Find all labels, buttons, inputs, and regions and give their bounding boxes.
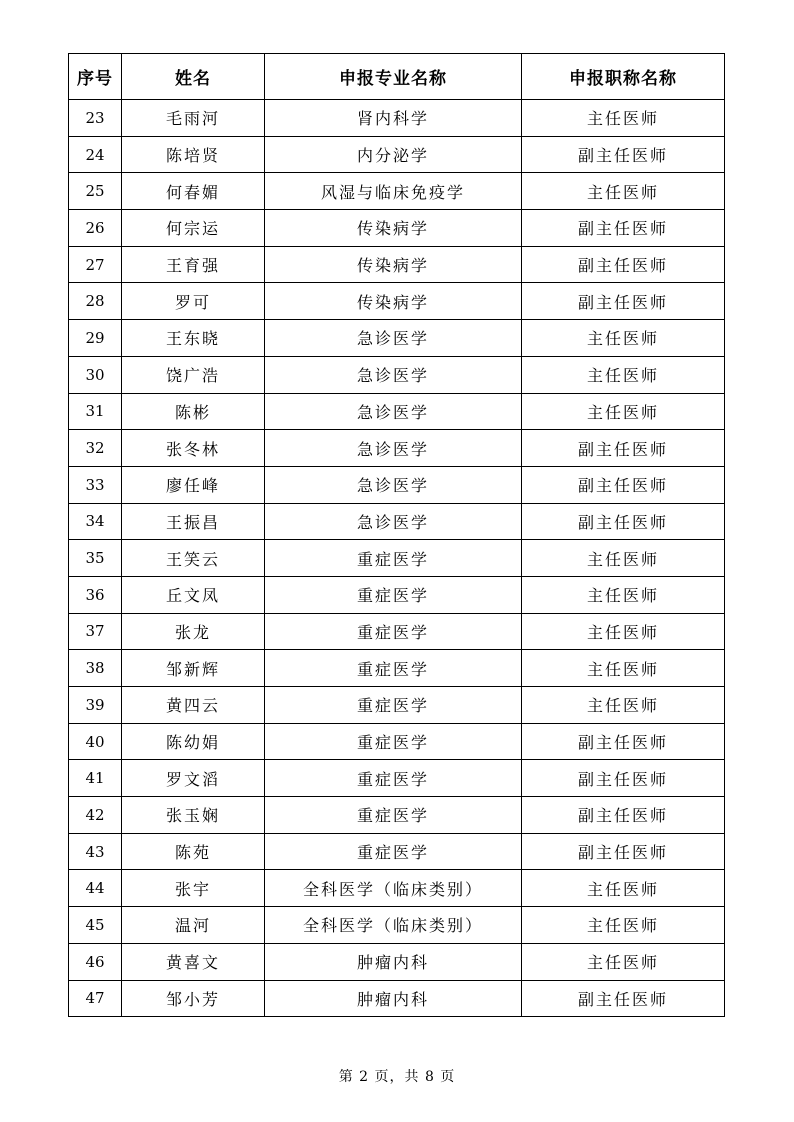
- cell-seq: 26: [69, 210, 122, 247]
- cell-name: 王育强: [122, 246, 265, 283]
- cell-major: 急诊医学: [265, 503, 522, 540]
- cell-title: 副主任医师: [522, 980, 725, 1017]
- cell-name: 邹新辉: [122, 650, 265, 687]
- cell-major: 急诊医学: [265, 356, 522, 393]
- cell-name: 陈苑: [122, 833, 265, 870]
- cell-name: 饶广浩: [122, 356, 265, 393]
- cell-name: 张冬林: [122, 430, 265, 467]
- cell-title: 主任医师: [522, 613, 725, 650]
- cell-name: 张宇: [122, 870, 265, 907]
- header-major: 申报专业名称: [265, 54, 522, 100]
- cell-major: 重症医学: [265, 540, 522, 577]
- table-row: [69, 576, 725, 613]
- table-row: [69, 356, 725, 393]
- cell-seq: 28: [69, 283, 122, 320]
- cell-seq: 41: [69, 760, 122, 797]
- table-row: [69, 173, 725, 210]
- cell-major: 肾内科学: [265, 100, 522, 137]
- cell-major: 重症医学: [265, 760, 522, 797]
- cell-seq: 35: [69, 540, 122, 577]
- cell-major: 急诊医学: [265, 430, 522, 467]
- cell-seq: 38: [69, 650, 122, 687]
- cell-title: 主任医师: [522, 173, 725, 210]
- cell-major: 急诊医学: [265, 320, 522, 357]
- cell-name: 何宗运: [122, 210, 265, 247]
- cell-seq: 24: [69, 136, 122, 173]
- table-row: [69, 797, 725, 834]
- cell-major: 风湿与临床免疫学: [265, 173, 522, 210]
- cell-title: 副主任医师: [522, 136, 725, 173]
- table-row: [69, 907, 725, 944]
- cell-major: 传染病学: [265, 246, 522, 283]
- cell-major: 重症医学: [265, 797, 522, 834]
- table-row: [69, 466, 725, 503]
- cell-major: 重症医学: [265, 723, 522, 760]
- table-row: [69, 430, 725, 467]
- table-row: [69, 723, 725, 760]
- page-footer: 第 2 页，共 8 页: [338, 1069, 456, 1085]
- cell-title: 主任医师: [522, 320, 725, 357]
- cell-major: 重症医学: [265, 833, 522, 870]
- cell-major: 肿瘤内科: [265, 943, 522, 980]
- table-row: [69, 760, 725, 797]
- table-row: [69, 393, 725, 430]
- table-row: [69, 833, 725, 870]
- cell-title: 主任医师: [522, 870, 725, 907]
- cell-title: 主任医师: [522, 907, 725, 944]
- header-seq: 序号: [69, 54, 122, 100]
- cell-title: 副主任医师: [522, 760, 725, 797]
- cell-name: 邹小芳: [122, 980, 265, 1017]
- cell-title: 副主任医师: [522, 283, 725, 320]
- cell-title: 主任医师: [522, 356, 725, 393]
- cell-title: 主任医师: [522, 943, 725, 980]
- cell-major: 肿瘤内科: [265, 980, 522, 1017]
- cell-name: 王东晓: [122, 320, 265, 357]
- cell-name: 王振昌: [122, 503, 265, 540]
- table-row: [69, 283, 725, 320]
- cell-title: 副主任医师: [522, 210, 725, 247]
- cell-name: 黄四云: [122, 687, 265, 724]
- cell-seq: 31: [69, 393, 122, 430]
- cell-seq: 33: [69, 466, 122, 503]
- cell-major: 重症医学: [265, 613, 522, 650]
- cell-seq: 36: [69, 576, 122, 613]
- cell-name: 罗可: [122, 283, 265, 320]
- cell-major: 传染病学: [265, 210, 522, 247]
- table-row: [69, 246, 725, 283]
- cell-major: 重症医学: [265, 650, 522, 687]
- cell-major: 内分泌学: [265, 136, 522, 173]
- cell-major: 全科医学（临床类别）: [265, 870, 522, 907]
- cell-name: 黄喜文: [122, 943, 265, 980]
- cell-name: 王笑云: [122, 540, 265, 577]
- cell-seq: 32: [69, 430, 122, 467]
- cell-seq: 29: [69, 320, 122, 357]
- cell-major: 急诊医学: [265, 466, 522, 503]
- cell-title: 副主任医师: [522, 503, 725, 540]
- cell-name: 温河: [122, 907, 265, 944]
- cell-seq: 25: [69, 173, 122, 210]
- cell-title: 副主任医师: [522, 723, 725, 760]
- cell-seq: 45: [69, 907, 122, 944]
- cell-seq: 43: [69, 833, 122, 870]
- cell-name: 罗文滔: [122, 760, 265, 797]
- table-header-row: [69, 54, 725, 100]
- cell-seq: 27: [69, 246, 122, 283]
- cell-name: 陈幼娟: [122, 723, 265, 760]
- cell-name: 陈彬: [122, 393, 265, 430]
- table-row: [69, 210, 725, 247]
- cell-seq: 39: [69, 687, 122, 724]
- table-row: [69, 943, 725, 980]
- cell-major: 重症医学: [265, 687, 522, 724]
- cell-name: 陈培贤: [122, 136, 265, 173]
- header-name: 姓名: [122, 54, 265, 100]
- cell-title: 副主任医师: [522, 797, 725, 834]
- cell-seq: 47: [69, 980, 122, 1017]
- cell-title: 主任医师: [522, 650, 725, 687]
- table-body: [69, 100, 725, 1017]
- cell-major: 传染病学: [265, 283, 522, 320]
- cell-title: 副主任医师: [522, 246, 725, 283]
- cell-name: 何春媚: [122, 173, 265, 210]
- cell-major: 重症医学: [265, 576, 522, 613]
- cell-seq: 44: [69, 870, 122, 907]
- cell-seq: 23: [69, 100, 122, 137]
- cell-title: 主任医师: [522, 687, 725, 724]
- cell-major: 全科医学（临床类别）: [265, 907, 522, 944]
- cell-major: 急诊医学: [265, 393, 522, 430]
- table-row: [69, 870, 725, 907]
- table-row: [69, 136, 725, 173]
- cell-title: 主任医师: [522, 540, 725, 577]
- cell-title: 副主任医师: [522, 466, 725, 503]
- cell-name: 张龙: [122, 613, 265, 650]
- cell-seq: 46: [69, 943, 122, 980]
- table-row: [69, 100, 725, 137]
- cell-name: 张玉娴: [122, 797, 265, 834]
- header-title: 申报职称名称: [522, 54, 725, 100]
- table-row: [69, 503, 725, 540]
- table-row: [69, 540, 725, 577]
- cell-seq: 37: [69, 613, 122, 650]
- table-row: [69, 650, 725, 687]
- cell-name: 丘文凤: [122, 576, 265, 613]
- table-row: [69, 320, 725, 357]
- cell-seq: 40: [69, 723, 122, 760]
- cell-title: 副主任医师: [522, 430, 725, 467]
- table-row: [69, 687, 725, 724]
- table-row: [69, 980, 725, 1017]
- cell-title: 副主任医师: [522, 833, 725, 870]
- cell-seq: 30: [69, 356, 122, 393]
- applicant-table: [68, 53, 725, 1017]
- cell-title: 主任医师: [522, 393, 725, 430]
- cell-title: 主任医师: [522, 576, 725, 613]
- cell-name: 廖任峰: [122, 466, 265, 503]
- cell-name: 毛雨河: [122, 100, 265, 137]
- cell-title: 主任医师: [522, 100, 725, 137]
- cell-seq: 42: [69, 797, 122, 834]
- cell-seq: 34: [69, 503, 122, 540]
- table-row: [69, 613, 725, 650]
